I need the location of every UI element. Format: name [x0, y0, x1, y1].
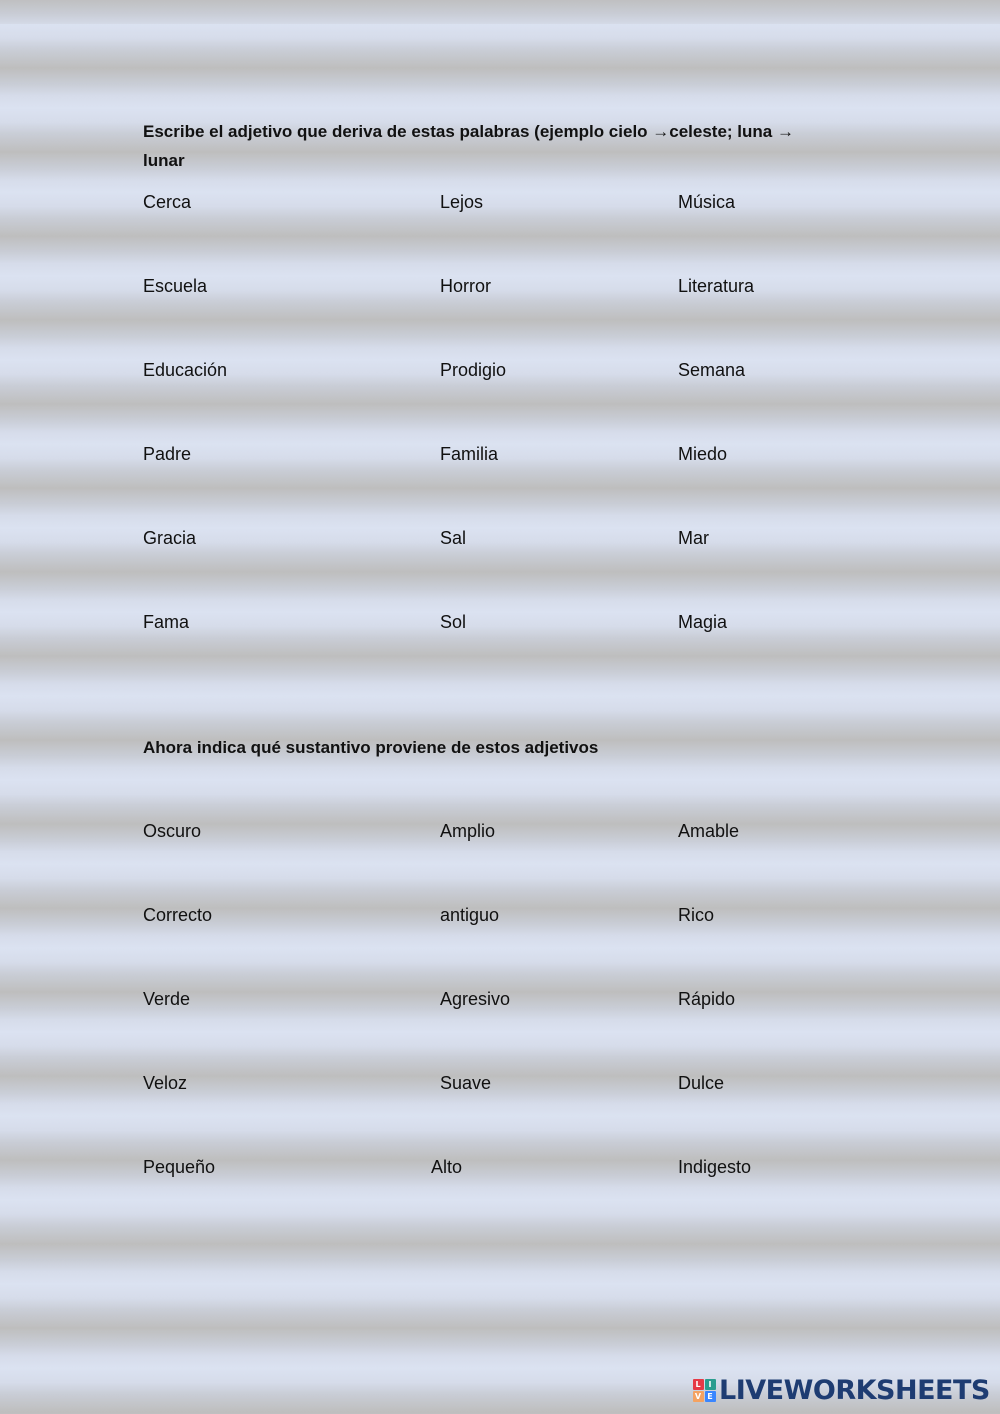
word-item: Literatura — [678, 276, 755, 296]
section1-instruction: Escribe el adjetivo que deriva de estas palabras (ejemplo cielo →celeste; luna → lunar — [143, 122, 794, 170]
word-item: Cerca — [143, 192, 192, 212]
word-item: Alto — [431, 1157, 463, 1177]
word-item: Pequeño — [143, 1157, 216, 1177]
word-item: Verde — [143, 989, 191, 1009]
word-item: Amplio — [440, 821, 496, 841]
word-item: Magia — [678, 612, 728, 632]
word-item: Padre — [143, 444, 192, 464]
word-item: Mar — [678, 528, 709, 548]
word-item: Dulce — [678, 1073, 725, 1093]
word-item: Miedo — [678, 444, 728, 464]
word-item: Horror — [440, 276, 492, 296]
word-item: Rico — [678, 905, 715, 925]
word-item: Agresivo — [440, 989, 511, 1009]
word-item: Sal — [440, 528, 467, 548]
logo-tile-l: L — [693, 1379, 704, 1390]
word-item: Rápido — [678, 989, 736, 1009]
word-item: Correcto — [143, 905, 213, 925]
word-item: Semana — [678, 360, 746, 380]
liveworksheets-logo-text: LIVEWORKSHEETS — [719, 1374, 990, 1406]
word-item: Amable — [678, 821, 740, 841]
word-item: Escuela — [143, 276, 208, 296]
liveworksheets-logo — [692, 1374, 990, 1406]
word-item: Fama — [143, 612, 190, 632]
word-item: Sol — [440, 612, 467, 632]
word-item: Prodigio — [440, 360, 507, 380]
word-item: Gracia — [143, 528, 197, 548]
word-item: Suave — [440, 1073, 492, 1093]
section2-instruction: Ahora indica qué sustantivo proviene de estos adjetivos — [143, 738, 599, 757]
word-item: Música — [678, 192, 736, 212]
logo-tile-v: V — [693, 1391, 704, 1402]
word-item: Veloz — [143, 1073, 188, 1093]
word-item: Indigesto — [678, 1157, 752, 1177]
word-item: Lejos — [440, 192, 484, 212]
word-item: antiguo — [440, 905, 500, 925]
liveworksheets-logo-icon — [692, 1378, 716, 1402]
logo-tile-i: I — [705, 1379, 716, 1390]
word-item: Familia — [440, 444, 499, 464]
word-item: Educación — [143, 360, 228, 380]
logo-tile-e: E — [705, 1391, 716, 1402]
word-item: Oscuro — [143, 821, 202, 841]
